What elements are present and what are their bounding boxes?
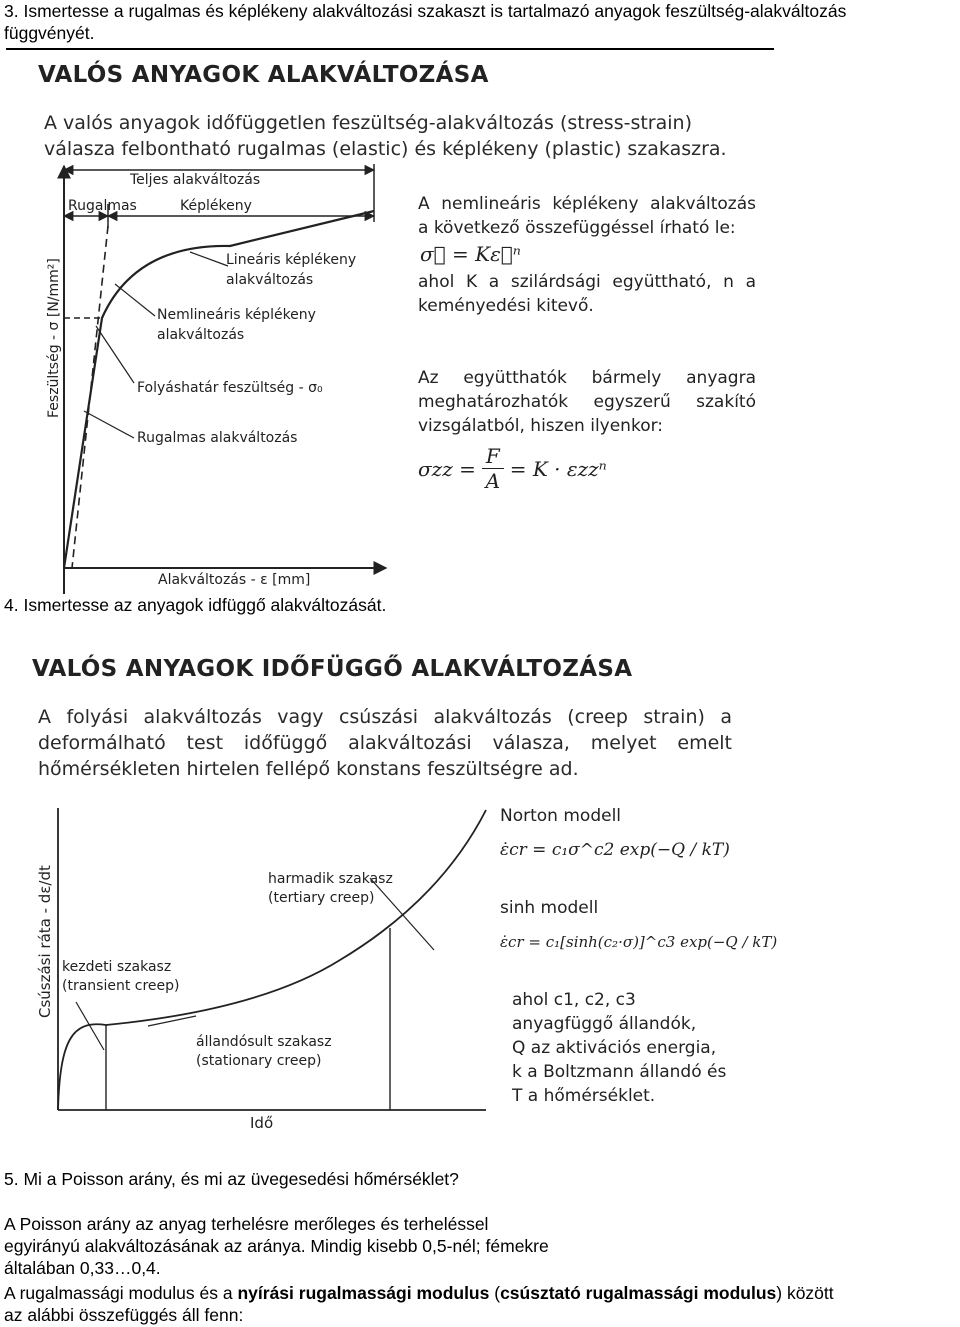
right-p3-line3: vizsgálatból, hiszen ilyenkor: <box>418 416 664 436</box>
label-transient-1: kezdeti szakasz <box>62 959 172 975</box>
eq2-right: = K · εzzⁿ <box>509 456 607 481</box>
norton-title: Norton modell <box>500 806 622 826</box>
slide-stress-strain <box>0 46 960 596</box>
leader-yield <box>96 326 134 383</box>
poisson-line3: általában 0,33…0,4. <box>4 1258 161 1278</box>
creep-diagram <box>0 640 490 1140</box>
eq2-fraction <box>482 444 504 493</box>
modulus-text-c: ( <box>489 1283 501 1303</box>
leader-elastic <box>84 411 134 438</box>
eq2-denominator: A <box>485 469 501 493</box>
slide1-intro-line1: A valós anyagok időfüggetlen feszültség-alakváltozás (stress-strain) <box>44 112 692 134</box>
label-total-strain: Teljes alakváltozás <box>130 172 261 188</box>
leader-tertiary <box>370 878 434 950</box>
label-tertiary-2: (tertiary creep) <box>268 890 375 906</box>
slide2-right-text <box>500 804 778 1108</box>
shear-modulus-term: nyírási rugalmassági modulus <box>237 1283 490 1303</box>
modulus-line2: az alábbi összefüggés áll fenn: <box>4 1305 244 1325</box>
unloading-dashed-line <box>72 226 108 568</box>
sinh-title: sinh modell <box>500 898 599 918</box>
sinh-equation: ε̇cr = c₁[sinh(c₂·σ)]^c3 exp(−Q / kT) <box>500 933 778 951</box>
label-yield-stress: Folyáshatár feszültség - σ₀ <box>137 380 323 396</box>
question-3-line2: függvényét. <box>4 23 95 43</box>
right-p1-line1: A nemlineáris képlékeny alakváltozás <box>418 194 756 214</box>
slide-creep <box>0 640 960 1140</box>
slide1-title: VALÓS ANYAGOK ALAKVÁLTOZÁSA <box>38 62 489 88</box>
constants-description <box>512 988 750 1108</box>
slide2-title: VALÓS ANYAGOK IDŐFÜGGŐ ALAKVÁLTOZÁSA <box>32 656 633 682</box>
slide1-right-text <box>418 192 756 493</box>
poisson-line1: A Poisson arány az anyag terhelésre merőleges és terheléssel <box>4 1214 489 1234</box>
constants-line1: ahol c1, c2, c3 <box>512 990 636 1010</box>
label-transient-2: (transient creep) <box>62 978 180 994</box>
constants-line3: Q az aktivációs energia, <box>512 1038 717 1058</box>
slide1-intro-line2: válasza felbontható rugalmas (elastic) és képlékeny (plastic) szakaszra. <box>44 138 727 160</box>
label-elastic-deformation: Rugalmas alakváltozás <box>137 430 298 446</box>
right-p3-line1: Az együtthatók bármely anyagra <box>418 368 756 388</box>
label-linear-plastic-2: alakváltozás <box>226 272 314 288</box>
question-3 <box>4 0 846 44</box>
label-plastic: Képlékeny <box>180 198 252 214</box>
slide2-intro-line1: A folyási alakváltozás vagy csúszási alakváltozás (creep strain) a <box>38 706 732 728</box>
question-3-line1: 3. Ismertesse a rugalmas és képlékeny alakváltozási szakaszt is tartalmazó anyagok feszültség-alakváltozás <box>4 1 847 21</box>
question-4: 4. Ismertesse az anyagok idfüggő alakváltozását. <box>4 595 387 615</box>
label-stationary-1: állandósult szakasz <box>196 1034 332 1050</box>
label-stationary-2: (stationary creep) <box>196 1053 322 1069</box>
sliding-modulus-term: csúsztató rugalmassági modulus <box>500 1283 777 1303</box>
equation-power-law: σ⃗ = Kε⃗ⁿ <box>420 242 521 266</box>
creep-y-axis-label: Csúszási ráta - dε/dt <box>36 865 54 1018</box>
eq2-left: σzz = <box>418 456 476 481</box>
leader-stationary <box>148 1016 196 1026</box>
modulus-text-e: ) között <box>776 1283 834 1303</box>
question-5-title: 5. Mi a Poisson arány, és mi az üvegesedési hőmérséklet? <box>4 1169 459 1189</box>
right-p2-line2: keményedési kitevő. <box>418 296 594 316</box>
leader-linear-plastic <box>190 252 228 266</box>
leader-nonlinear-plastic <box>115 284 155 316</box>
label-linear-plastic-1: Lineáris képlékeny <box>226 252 357 268</box>
slide2-intro-line2: deformálható test időfüggő alakváltozási válasza, melyet emelt <box>38 732 732 754</box>
label-nonlinear-plastic-1: Nemlineáris képlékeny <box>157 307 316 323</box>
right-p1-line2: a következő összefüggéssel írható le: <box>418 218 736 238</box>
poisson-line2: egyirányú alakváltozásának az aránya. Mindig kisebb 0,5-nél; fémekre <box>4 1236 549 1256</box>
modulus-text-a: A rugalmassági modulus és a <box>4 1283 238 1303</box>
stress-strain-diagram <box>0 46 400 596</box>
constants-line2: anyagfüggő állandók, <box>512 1014 697 1034</box>
label-tertiary-1: harmadik szakasz <box>268 871 393 887</box>
norton-equation: ε̇cr = c₁σ^c2 exp(−Q / kT) <box>500 840 730 860</box>
equation-tensile <box>418 444 756 493</box>
slide2-intro-line3: hőmérsékleten hirtelen fellépő konstans feszültségre ad. <box>38 758 579 780</box>
label-elastic: Rugalmas <box>68 198 137 214</box>
leader-transient <box>76 1002 104 1050</box>
constants-line5: T a hőmérséklet. <box>512 1086 656 1106</box>
y-axis-label: Feszültség - σ [N/mm²] <box>46 258 62 418</box>
creep-x-axis-label: Idő <box>250 1114 274 1132</box>
label-nonlinear-plastic-2: alakváltozás <box>157 327 245 343</box>
right-p2-line1: ahol K a szilárdsági együttható, n a <box>418 272 756 292</box>
right-p3-line2: meghatározhatók egyszerű szakító <box>418 392 756 412</box>
constants-line4: k a Boltzmann állandó és <box>512 1062 727 1082</box>
x-axis-label: Alakváltozás - ε [mm] <box>158 572 311 588</box>
modulus-paragraph <box>4 1282 834 1326</box>
modulus-line1 <box>4 1282 834 1304</box>
poisson-paragraph <box>4 1213 549 1279</box>
eq2-numerator: F <box>482 444 504 469</box>
